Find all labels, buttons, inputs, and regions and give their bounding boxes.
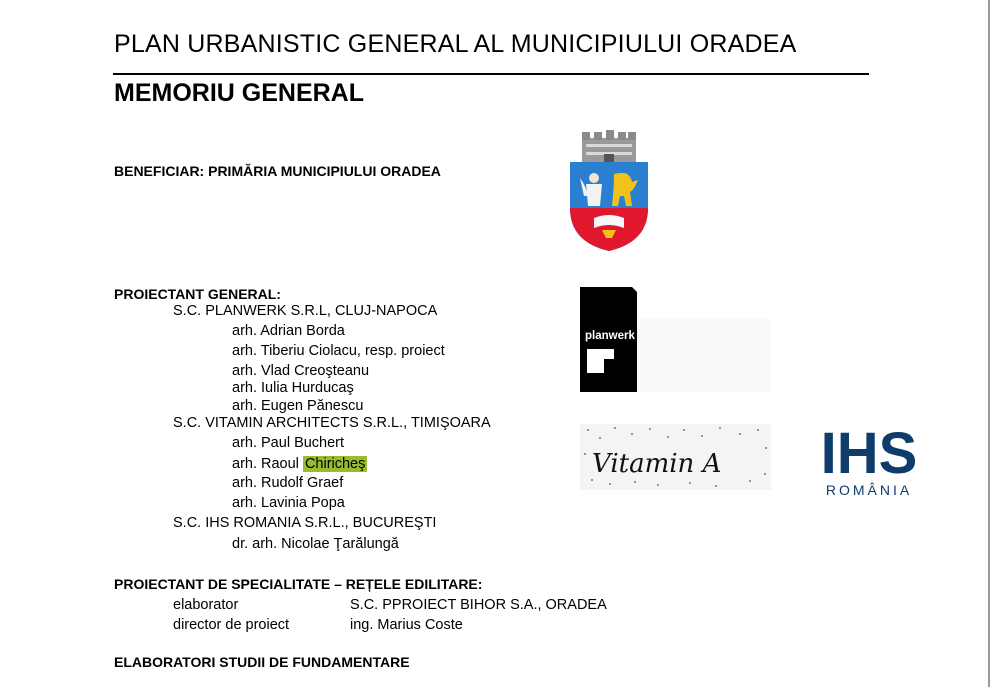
proiectant-general-heading: PROIECTANT GENERAL: bbox=[114, 286, 281, 302]
document-subtitle: MEMORIU GENERAL bbox=[114, 79, 364, 107]
vitamin-architects-logo bbox=[580, 424, 771, 490]
member-name: arh. Lavinia Popa bbox=[232, 495, 345, 511]
member-name: arh. Adrian Borda bbox=[232, 323, 345, 339]
vitamin-logo-text: Vitamin A bbox=[592, 449, 722, 479]
elaboratori-heading: ELABORATORI STUDII DE FUNDAMENTARE bbox=[114, 654, 410, 670]
member-name: arh. Rudolf Graef bbox=[232, 475, 344, 491]
specialitate-label: elaborator bbox=[173, 597, 239, 613]
firm-vitamin: S.C. VITAMIN ARCHITECTS S.R.L., TIMIŞOARA bbox=[173, 415, 491, 431]
specialitate-label: director de proiect bbox=[173, 617, 290, 633]
firm-ihs: S.C. IHS ROMANIA S.R.L., BUCUREŞTI bbox=[173, 515, 437, 531]
member-name-highlighted bbox=[232, 456, 367, 472]
member-name: arh. Eugen Pănescu bbox=[232, 398, 364, 414]
member-name: dr. arh. Nicolae Ţarălungă bbox=[232, 536, 399, 552]
member-name: arh. Paul Buchert bbox=[232, 435, 345, 451]
specialitate-value: ing. Marius Coste bbox=[350, 617, 463, 633]
member-first-name: arh. Raoul bbox=[232, 456, 299, 472]
document-title: PLAN URBANISTIC GENERAL AL MUNICIPIULUI ORADEA bbox=[114, 30, 797, 58]
proiectant-specialitate-heading: PROIECTANT DE SPECIALITATE – REȚELE EDILITARE: bbox=[114, 576, 483, 592]
oradea-crest-logo bbox=[568, 130, 650, 252]
member-name: arh. Vlad Creoşteanu bbox=[232, 363, 370, 379]
beneficiar-label: BENEFICIAR: PRIMĂRIA MUNICIPIULUI ORADEA bbox=[114, 163, 441, 179]
ihs-logo-text: IHS bbox=[820, 423, 918, 486]
firm-planwerk: S.C. PLANWERK S.R.L, CLUJ-NAPOCA bbox=[173, 303, 438, 319]
member-name: arh. Iulia Hurducaş bbox=[232, 380, 354, 396]
specialitate-value: S.C. PPROIECT BIHOR S.A., ORADEA bbox=[350, 597, 607, 613]
planwerk-logo bbox=[580, 287, 637, 392]
ihs-romania-logo bbox=[810, 423, 928, 501]
highlighted-surname: Chiricheş bbox=[304, 456, 366, 472]
planwerk-logo-text: planwerk bbox=[585, 330, 635, 342]
title-rule bbox=[113, 73, 869, 75]
ihs-logo-subtext: ROMÂNIA bbox=[825, 482, 913, 498]
member-name: arh. Tiberiu Ciolacu, resp. proiect bbox=[232, 343, 445, 359]
planwerk-logo-backdrop bbox=[637, 318, 771, 392]
